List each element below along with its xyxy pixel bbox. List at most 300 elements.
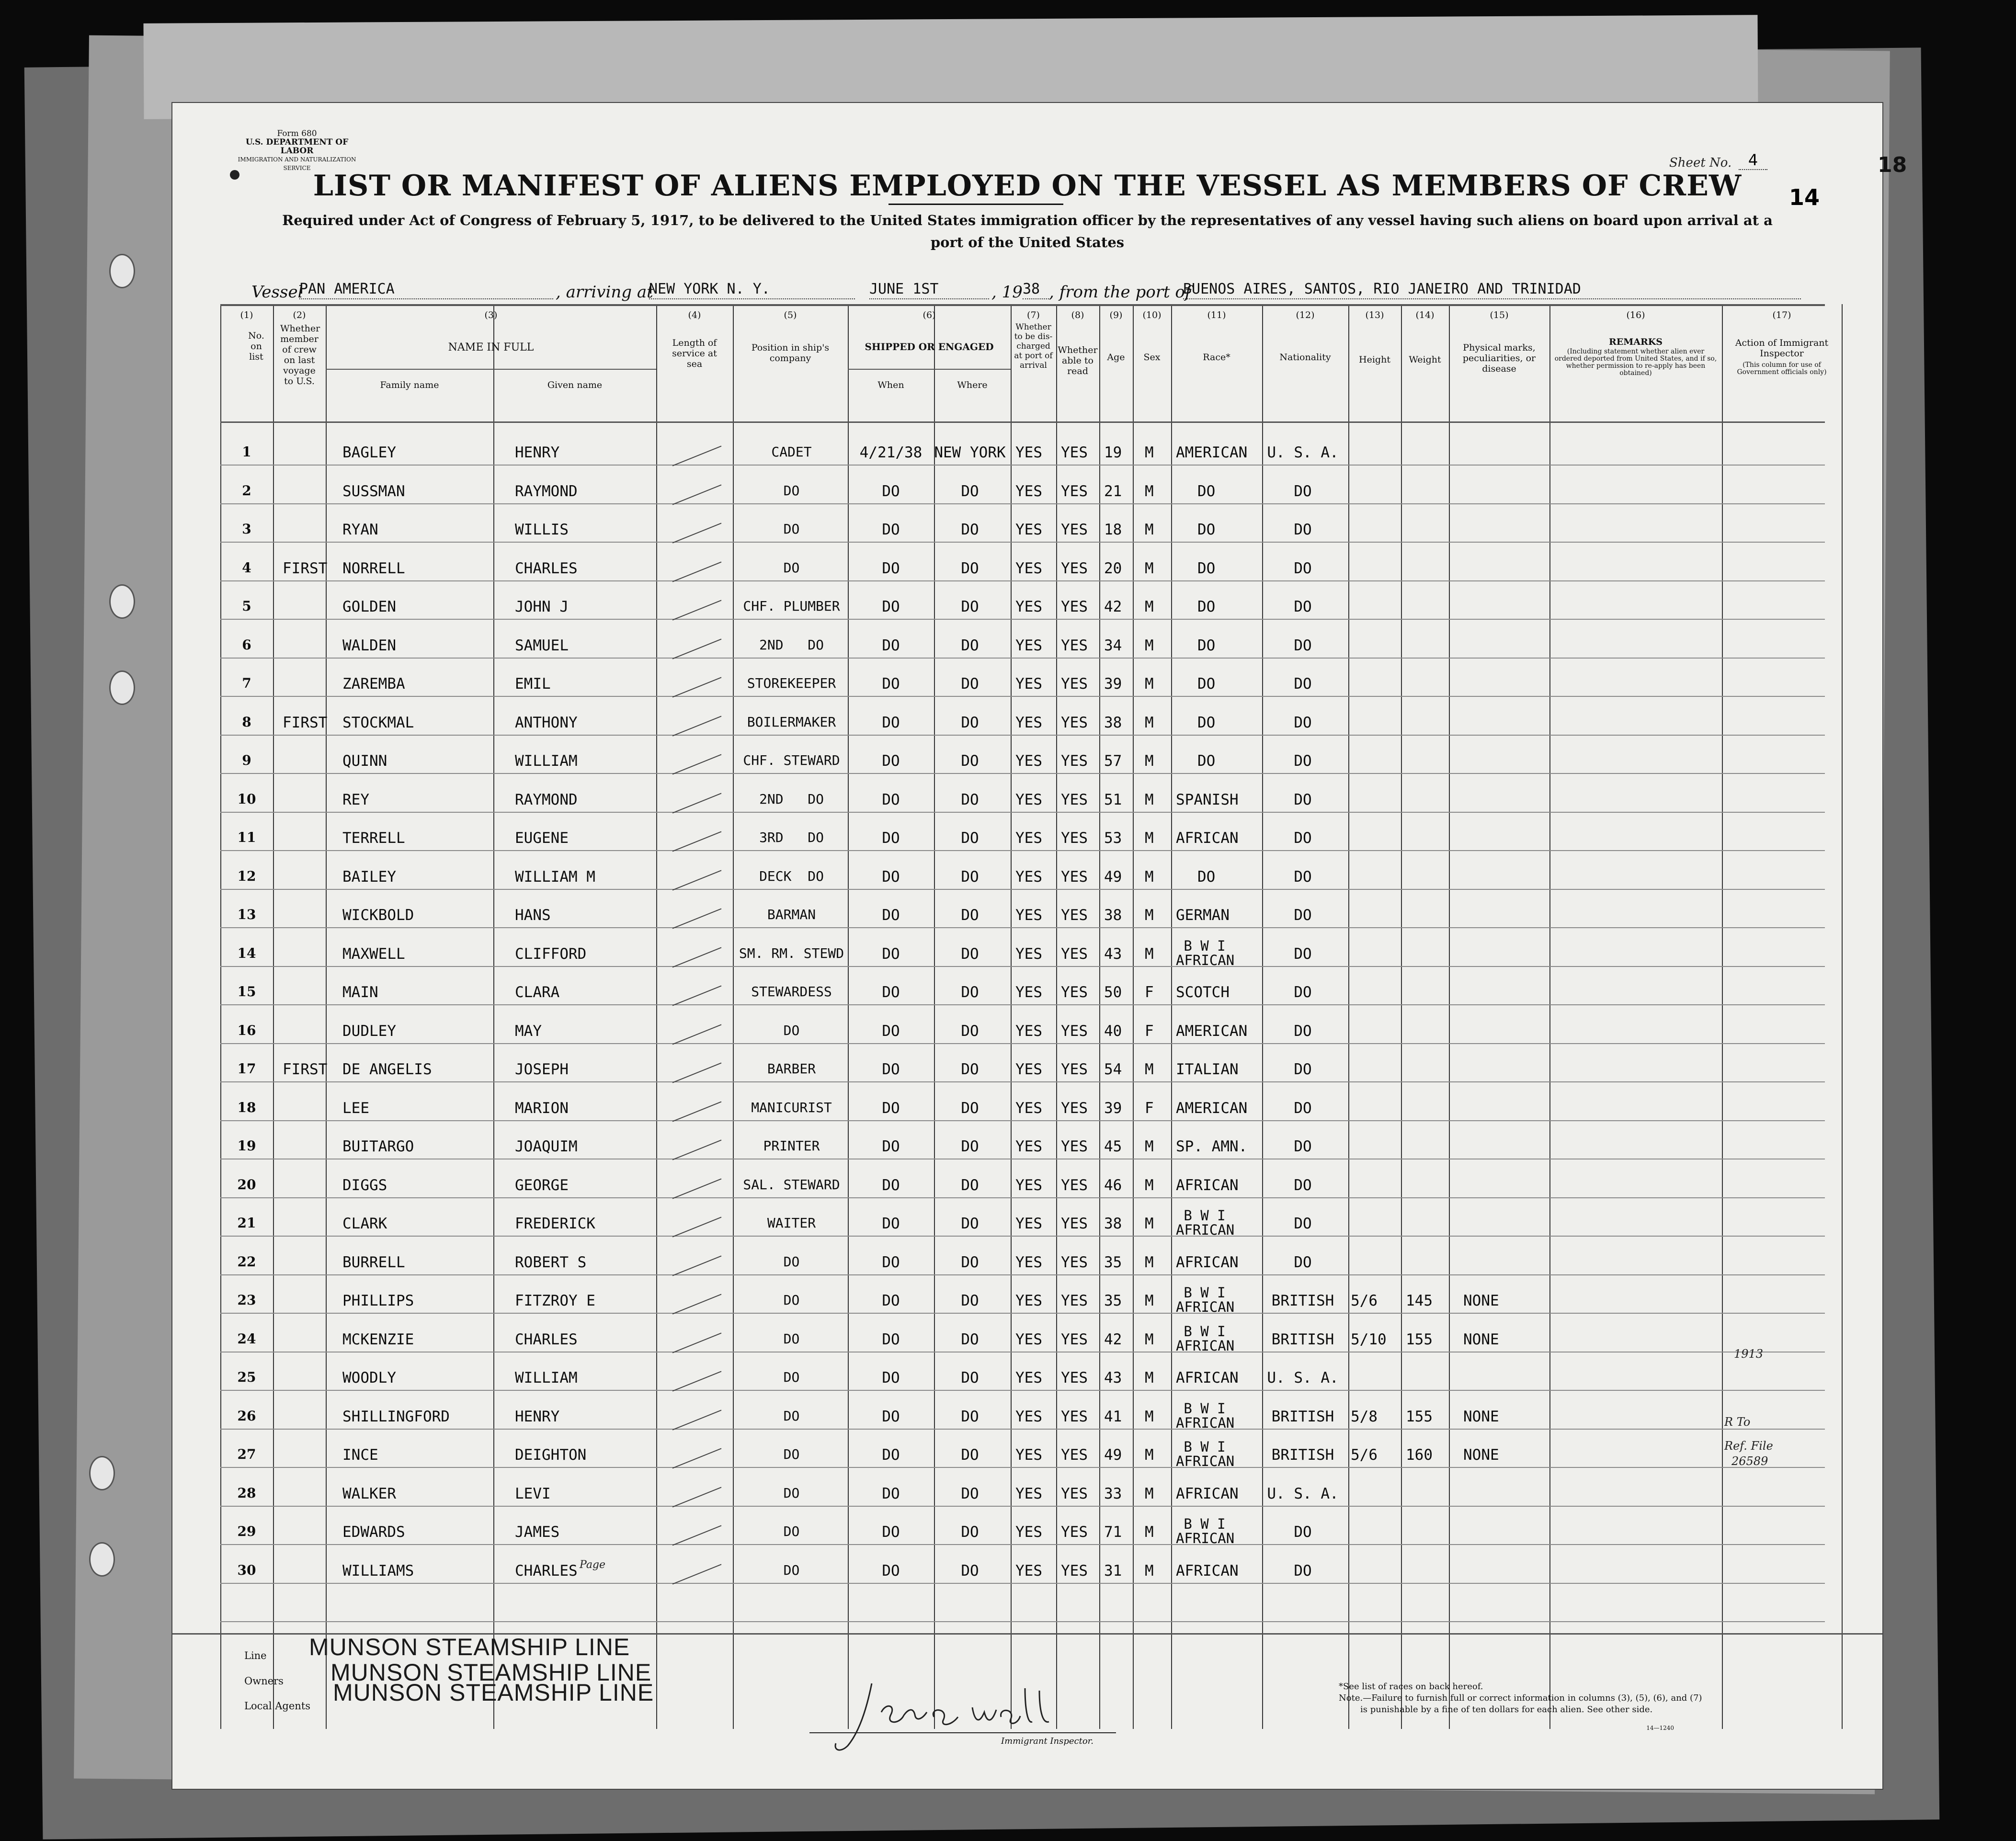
given-name-cell: WILLIAM [515, 752, 578, 770]
age-cell: 18 [1104, 521, 1122, 538]
row-number-cell: 6 [242, 637, 251, 653]
race-cell [1176, 1177, 1260, 1194]
position-cell: SM. RM. STEWD [739, 945, 844, 961]
sex-cell: M [1145, 1523, 1154, 1541]
race-cell [1176, 521, 1260, 538]
discharged-cell: YES [1015, 1292, 1042, 1309]
row-number-cell: 7 [242, 675, 251, 691]
age-cell: 71 [1104, 1523, 1122, 1541]
shipped-where-cell: DO [961, 1215, 979, 1232]
family-name-cell: RYAN [342, 521, 378, 538]
grid-row-rule [220, 1004, 1825, 1005]
sex-cell: M [1145, 1138, 1154, 1155]
shipped-when-cell: DO [882, 521, 900, 538]
punch-hole [89, 1542, 115, 1577]
position-cell: STEWARDESS [751, 984, 832, 1000]
col-sex-number: (10) [1142, 310, 1162, 320]
race-cell [1176, 714, 1260, 731]
race-origin: B W I [1184, 1323, 1226, 1340]
given-name-cell: FREDERICK [515, 1215, 595, 1232]
grid-row-rule [220, 966, 1825, 967]
nationality-cell: DO [1294, 984, 1312, 1001]
shipped-when-cell: DO [882, 675, 900, 693]
family-name-cell: MAXWELL [342, 945, 405, 963]
able-to-read-cell: YES [1061, 521, 1088, 538]
weight-cell: 155 [1406, 1331, 1433, 1348]
position-cell: STOREKEEPER [747, 675, 836, 691]
race-cell [1176, 560, 1260, 577]
vessel-label: Vessel [251, 283, 303, 302]
grid-column-line [1262, 304, 1263, 1729]
discharged-cell: YES [1015, 1446, 1042, 1464]
weight-cell: 160 [1406, 1446, 1433, 1464]
shipped-when-cell: DO [882, 1254, 900, 1271]
family-name-cell: TERRELL [342, 830, 405, 847]
discharged-cell: YES [1015, 1138, 1042, 1155]
race-cell [1176, 907, 1260, 924]
discharged-cell: YES [1015, 714, 1042, 731]
row-number-cell: 28 [237, 1485, 256, 1501]
age-cell: 41 [1104, 1408, 1122, 1425]
age-cell: 46 [1104, 1177, 1122, 1194]
shipped-where-cell: DO [961, 1485, 979, 1502]
nationality-cell: DO [1294, 1215, 1312, 1232]
height-cell: 5/8 [1351, 1408, 1378, 1425]
able-to-read-cell: YES [1061, 444, 1088, 461]
shipped-when-cell: DO [882, 868, 900, 886]
row-number-cell: 29 [237, 1523, 256, 1539]
shipped-when-cell: DO [882, 945, 900, 963]
col-discharge-header: Whether to be dis-charged at port of arrival [1014, 322, 1053, 370]
position-cell: CHF. STEWARD [743, 752, 840, 768]
age-cell: 53 [1104, 830, 1122, 847]
able-to-read-cell: YES [1061, 714, 1088, 731]
age-cell: 49 [1104, 1446, 1122, 1464]
col-remarks-subheader: (Including statement whether alien ever ordered deported from United States, and if so, whether permission to re-apply has been obtained) [1554, 348, 1717, 377]
grid-column-line [733, 304, 734, 1729]
position-cell: SAL. STEWARD [743, 1177, 840, 1193]
race-value: DO [1197, 598, 1216, 615]
previous-voyage-cell: FIRST [283, 1061, 328, 1078]
family-name-cell: ZAREMBA [342, 675, 405, 693]
col-weight-number: (14) [1415, 310, 1435, 320]
sex-cell: F [1145, 984, 1154, 1001]
able-to-read-cell: YES [1061, 868, 1088, 886]
nationality-cell: U. S. A. [1267, 1485, 1339, 1502]
discharged-cell: YES [1015, 907, 1042, 924]
race-value: SCOTCH [1176, 984, 1230, 1001]
grid-row-rule [220, 735, 1825, 736]
discharged-cell: YES [1015, 483, 1042, 500]
grid-row-rule [220, 773, 1825, 774]
nationality-cell: DO [1294, 483, 1312, 500]
discharged-cell: YES [1015, 598, 1042, 615]
race-value: AFRICAN [1176, 1485, 1239, 1502]
family-name-cell: BURRELL [342, 1254, 405, 1271]
nationality-cell: DO [1294, 1100, 1312, 1117]
grid-column-line [493, 304, 494, 1729]
able-to-read-cell: YES [1061, 560, 1088, 577]
arrival-date: JUNE 1ST [869, 281, 989, 299]
race-value: GERMAN [1176, 907, 1230, 924]
race-value: SP. AMN. [1176, 1138, 1248, 1155]
subtitle-line-2: port of the United States [930, 234, 1125, 250]
family-name-cell: GOLDEN [342, 598, 396, 615]
corner-number: 14 [1789, 184, 1820, 210]
race-value: AFRICAN [1176, 1338, 1235, 1354]
height-cell: 5/6 [1351, 1446, 1378, 1464]
row-number-cell: 10 [237, 791, 256, 807]
col-shipped-number: (6) [923, 310, 936, 320]
given-name-cell: ANTHONY [515, 714, 578, 731]
sex-cell: M [1145, 1254, 1154, 1271]
given-name-cell: CHARLES [515, 560, 578, 577]
position-cell: DO [783, 1023, 800, 1038]
able-to-read-cell: YES [1061, 1408, 1088, 1425]
age-cell: 35 [1104, 1254, 1122, 1271]
shipped-where-cell: DO [961, 830, 979, 847]
race-value: SPANISH [1176, 791, 1239, 808]
row-number-cell: 12 [237, 868, 256, 884]
given-name-cell: HENRY [515, 1408, 560, 1425]
position-cell: 2ND DO [759, 791, 824, 807]
grid-column-line [848, 304, 849, 1729]
sex-cell: F [1145, 1100, 1154, 1117]
position-cell: BARBER [767, 1061, 816, 1077]
race-value: AFRICAN [1176, 1453, 1235, 1469]
col-read-number: (8) [1071, 310, 1084, 320]
race-cell [1176, 1401, 1260, 1430]
grid-subheader-rule [326, 369, 656, 370]
age-cell: 38 [1104, 1215, 1122, 1232]
shipped-when-cell: DO [882, 1138, 900, 1155]
col-position-header: Position in ship's company [751, 342, 830, 364]
discharged-cell: YES [1015, 830, 1042, 847]
family-name-cell: NORRELL [342, 560, 405, 577]
race-value: DO [1197, 675, 1216, 693]
nationality-cell: DO [1294, 752, 1312, 770]
discharged-cell: YES [1015, 1369, 1042, 1386]
grid-row-rule [220, 658, 1825, 659]
grid-column-line [1133, 304, 1134, 1729]
given-name-cell: WILLIS [515, 521, 569, 538]
shipped-where-cell: DO [961, 1523, 979, 1541]
position-cell: 3RD DO [759, 830, 824, 845]
age-cell: 50 [1104, 984, 1122, 1001]
grid-row-rule [220, 580, 1825, 581]
row-number-cell: 20 [237, 1177, 256, 1193]
race-value: AFRICAN [1176, 1222, 1235, 1238]
race-value: AMERICAN [1176, 1023, 1248, 1040]
footnote-penalty-cont: is punishable by a fine of ten dollars for each alien. See other side. [1360, 1705, 1653, 1715]
given-name-cell: WILLIAM M [515, 868, 595, 886]
height-cell: 5/10 [1351, 1331, 1387, 1348]
grid-row-rule [220, 889, 1825, 890]
given-name-cell: WILLIAM [515, 1369, 578, 1386]
sheet-number-value: 4 [1739, 151, 1767, 170]
grid-column-line [1549, 304, 1550, 1729]
discharged-cell: YES [1015, 444, 1042, 461]
inspector-note: 1913 [1734, 1347, 1764, 1361]
nationality-cell: DO [1294, 675, 1312, 693]
race-cell [1176, 1562, 1260, 1580]
shipped-when-cell: DO [882, 1331, 900, 1348]
footnote-penalty: Note.—Failure to furnish full or correct information in columns (3), (5), (6), and (7) [1339, 1693, 1702, 1703]
shipped-when-cell: DO [882, 483, 900, 500]
document-title: LIST OR MANIFEST OF ALIENS EMPLOYED ON THE VESSEL AS MEMBERS OF CREW [313, 169, 1742, 203]
grid-row-rule [220, 1583, 1825, 1584]
col-when-header: When [877, 380, 904, 390]
sex-cell: M [1145, 791, 1154, 808]
given-name-cell: RAYMOND [515, 483, 578, 500]
grid-row-rule [220, 1236, 1825, 1237]
sex-cell: F [1145, 1023, 1154, 1040]
row-number-cell: 8 [242, 714, 251, 730]
nationality-cell: BRITISH [1271, 1408, 1334, 1425]
grid-row-rule [220, 1429, 1825, 1430]
family-name-cell: PHILLIPS [342, 1292, 414, 1309]
age-cell: 49 [1104, 868, 1122, 886]
family-name-cell: INCE [342, 1446, 378, 1464]
grid-column-line [1011, 304, 1012, 1729]
position-cell: BARMAN [767, 907, 816, 922]
row-number-cell: 18 [237, 1100, 256, 1115]
race-origin: B W I [1184, 1284, 1226, 1301]
col-name-number: (3) [484, 310, 498, 320]
race-cell [1176, 1138, 1260, 1155]
discharged-cell: YES [1015, 1254, 1042, 1271]
punch-hole [109, 254, 135, 288]
race-cell [1176, 1208, 1260, 1237]
discharged-cell: YES [1015, 637, 1042, 654]
grid-column-line [220, 304, 221, 1729]
race-value: DO [1197, 560, 1216, 577]
shipped-where-cell: DO [961, 1408, 979, 1425]
col-action-subheader: (This column for use of Government officials only) [1737, 361, 1827, 376]
grid-column-line [1099, 304, 1100, 1729]
race-cell [1176, 1485, 1260, 1502]
age-cell: 38 [1104, 907, 1122, 924]
row-number-cell: 24 [237, 1331, 256, 1347]
nationality-cell: DO [1294, 1254, 1312, 1271]
inspector-note: R To [1724, 1415, 1751, 1429]
shipped-when-cell: DO [882, 752, 900, 770]
row-number-cell: 2 [242, 483, 251, 499]
shipped-where-cell: DO [961, 945, 979, 963]
col-race-header: Race* [1203, 352, 1230, 363]
grid-row-rule [220, 1390, 1825, 1391]
position-cell: DO [783, 1292, 800, 1308]
shipped-where-cell: DO [961, 907, 979, 924]
discharged-cell: YES [1015, 560, 1042, 577]
race-value: DO [1197, 483, 1216, 500]
grid-row-rule [220, 1197, 1825, 1198]
race-cell [1176, 675, 1260, 693]
nationality-cell: DO [1294, 1562, 1312, 1580]
sex-cell: M [1145, 483, 1154, 500]
shipped-where-cell: DO [961, 714, 979, 731]
grid-row-rule [220, 1506, 1825, 1507]
shipped-where-cell: DO [961, 598, 979, 615]
col-weight-header: Weight [1409, 354, 1441, 365]
sex-cell: M [1145, 560, 1154, 577]
nationality-cell: DO [1294, 1061, 1312, 1078]
previous-voyage-cell: FIRST [283, 560, 328, 577]
family-name-cell: MAIN [342, 984, 378, 1001]
shipped-where-cell: DO [961, 791, 979, 808]
punch-hole [89, 1456, 115, 1490]
signature-line [809, 1732, 1116, 1733]
shipped-when-cell: DO [882, 1369, 900, 1386]
shipped-when-cell: DO [882, 984, 900, 1001]
col-height-number: (13) [1365, 310, 1384, 320]
margin-note: Page [580, 1559, 606, 1571]
sex-cell: M [1145, 1292, 1154, 1309]
grid-column-line [1401, 304, 1402, 1729]
given-name-cell: CHARLES [515, 1331, 578, 1348]
able-to-read-cell: YES [1061, 1292, 1088, 1309]
col-position-number: (5) [784, 310, 797, 320]
position-cell: PRINTER [763, 1138, 820, 1154]
discharged-cell: YES [1015, 984, 1042, 1001]
row-number-cell: 22 [237, 1254, 256, 1270]
family-name-cell: LEE [342, 1100, 369, 1117]
family-name-cell: WALDEN [342, 637, 396, 654]
race-value: DO [1197, 521, 1216, 538]
family-name-cell: QUINN [342, 752, 387, 770]
position-cell: 2ND DO [759, 637, 824, 653]
col-family-header: Family name [380, 380, 439, 390]
subtitle-line-1: Required under Act of Congress of February 5, 1917, to be delivered to the United States immigration officer by the representatives of any vessel having such aliens on board upon arrival at a [282, 212, 1773, 228]
inspector-label: Immigrant Inspector. [1001, 1736, 1094, 1746]
sheet-number-label: Sheet No. [1669, 156, 1732, 170]
nationality-cell: DO [1294, 1177, 1312, 1194]
sex-cell: M [1145, 675, 1154, 693]
row-number-cell: 16 [237, 1023, 256, 1038]
print-code: 14—1240 [1646, 1725, 1674, 1731]
discharged-cell: YES [1015, 868, 1042, 886]
discharged-cell: YES [1015, 1100, 1042, 1117]
race-cell [1176, 444, 1260, 461]
shipped-when-cell: DO [882, 1215, 900, 1232]
grid-row-rule [220, 1621, 1825, 1622]
arrival-port: NEW YORK N. Y. [649, 281, 855, 299]
position-cell: CADET [771, 444, 812, 460]
given-name-cell: JOSEPH [515, 1061, 569, 1078]
family-name-cell: DIGGS [342, 1177, 387, 1194]
previous-voyage-cell: FIRST [283, 714, 328, 731]
given-name-cell: DEIGHTON [515, 1446, 587, 1464]
given-name-cell: LEVI [515, 1485, 551, 1502]
race-origin: B W I [1184, 938, 1226, 954]
discharged-cell: YES [1015, 1485, 1042, 1502]
given-name-cell: ROBERT S [515, 1254, 587, 1271]
sex-cell: M [1145, 1331, 1154, 1348]
grid-row-rule [220, 927, 1825, 928]
race-value: DO [1197, 752, 1216, 770]
race-cell [1176, 752, 1260, 770]
grid-row-rule [220, 1043, 1825, 1044]
nationality-cell: DO [1294, 1023, 1312, 1040]
row-number-cell: 30 [237, 1562, 256, 1578]
service: IMMIGRATION AND NATURALIZATION SERVICE [238, 156, 356, 171]
age-cell: 45 [1104, 1138, 1122, 1155]
inspector-note: 26589 [1731, 1455, 1768, 1468]
given-name-cell: CHARLES [515, 1562, 578, 1580]
grid-column-line [656, 304, 657, 1729]
race-value: ITALIAN [1176, 1061, 1239, 1078]
row-number-cell: 21 [237, 1215, 256, 1231]
agents-stamp: MUNSON STEAMSHIP LINE [333, 1679, 654, 1706]
position-cell: DO [783, 1369, 800, 1385]
col-shipped-header: SHIPPED OR ENGAGED [865, 341, 994, 352]
shipped-where-cell: DO [961, 1369, 979, 1386]
discharged-cell: YES [1015, 1562, 1042, 1580]
race-cell [1176, 1369, 1260, 1386]
col-remarks-number: (16) [1626, 310, 1645, 320]
race-cell [1176, 598, 1260, 615]
discharged-cell: YES [1015, 521, 1042, 538]
nationality-cell: DO [1294, 907, 1312, 924]
sex-cell: M [1145, 752, 1154, 770]
grid-row-rule [220, 619, 1825, 620]
nationality-cell: DO [1294, 521, 1312, 538]
weight-cell: 155 [1406, 1408, 1433, 1425]
shipped-when-cell: DO [882, 791, 900, 808]
row-number-cell: 27 [237, 1446, 256, 1462]
discharged-cell: YES [1015, 1215, 1042, 1232]
shipped-where-cell: NEW YORK [934, 444, 1006, 461]
position-cell: DO [783, 1562, 800, 1578]
race-value: AFRICAN [1176, 1562, 1239, 1580]
race-cell [1176, 868, 1260, 886]
grid-row-rule [220, 1274, 1825, 1275]
able-to-read-cell: YES [1061, 1061, 1088, 1078]
race-cell [1176, 1061, 1260, 1078]
race-value: DO [1197, 637, 1216, 654]
discharged-cell: YES [1015, 1331, 1042, 1348]
age-cell: 31 [1104, 1562, 1122, 1580]
line-label: Line [244, 1650, 267, 1661]
nationality-cell: U. S. A. [1267, 444, 1339, 461]
col-marks-number: (15) [1490, 310, 1509, 320]
able-to-read-cell: YES [1061, 1562, 1088, 1580]
age-cell: 43 [1104, 1369, 1122, 1386]
able-to-read-cell: YES [1061, 1215, 1088, 1232]
nationality-cell: U. S. A. [1267, 1369, 1339, 1386]
shipped-when-cell: DO [882, 714, 900, 731]
shipped-when-cell: DO [882, 560, 900, 577]
departure-ports: BUENOS AIRES, SANTOS, RIO JANEIRO AND TRINIDAD [1183, 281, 1801, 299]
position-cell: DO [783, 1408, 800, 1424]
col-action-header: Action of Immigrant Inspector [1735, 338, 1829, 359]
col-given-header: Given name [547, 380, 603, 390]
col-race-number: (11) [1207, 310, 1226, 320]
family-name-cell: WOODLY [342, 1369, 396, 1386]
row-number-cell: 11 [237, 830, 256, 845]
age-cell: 57 [1104, 752, 1122, 770]
shipped-when-cell: DO [882, 1523, 900, 1541]
position-cell: MANICURIST [751, 1100, 832, 1115]
race-value: AFRICAN [1176, 1530, 1235, 1546]
shipped-where-cell: DO [961, 984, 979, 1001]
family-name-cell: BAILEY [342, 868, 396, 886]
row-number-cell: 5 [242, 598, 251, 614]
row-number-cell: 19 [237, 1138, 256, 1154]
race-cell [1176, 637, 1260, 654]
edge-number: 18 [1878, 153, 1907, 177]
nationality-cell: DO [1294, 945, 1312, 963]
